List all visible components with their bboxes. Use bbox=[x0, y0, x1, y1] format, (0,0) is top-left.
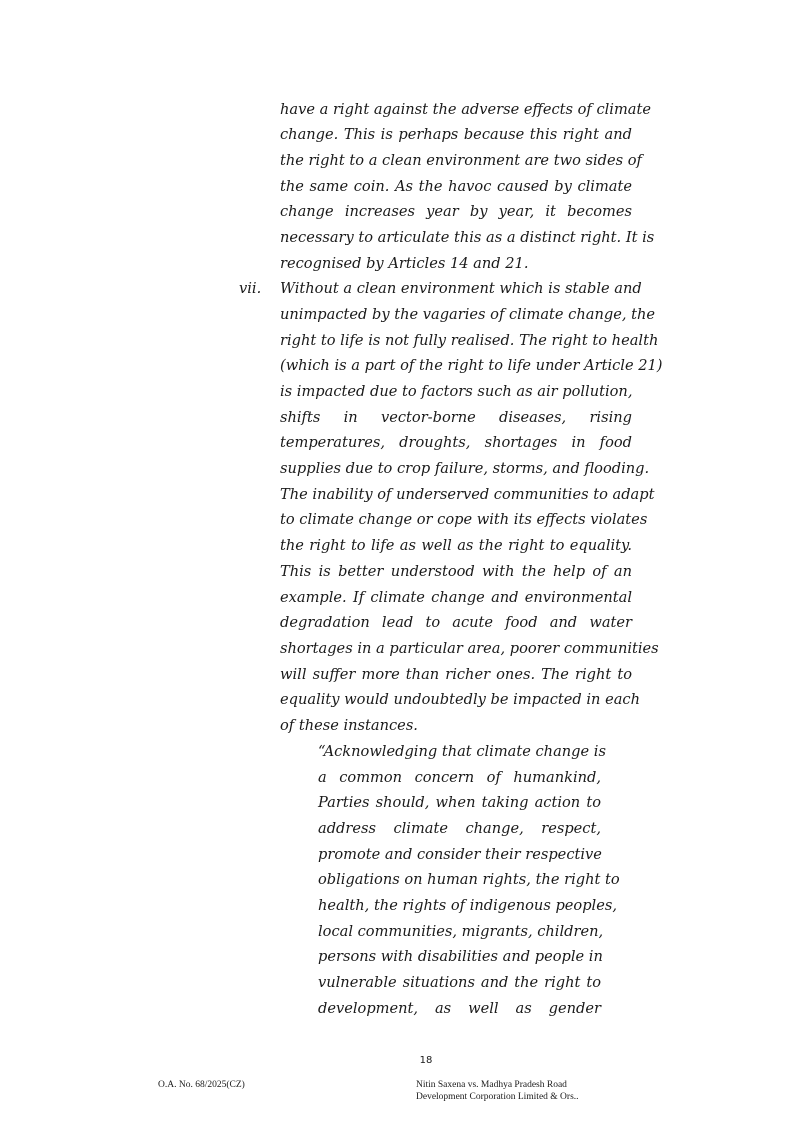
quote-line: vulnerable situations and the right to bbox=[318, 974, 601, 991]
text-line: unimpacted by the vagaries of climate change, the bbox=[280, 306, 656, 323]
footer-case-number: O.A. No. 68/2025(CZ) bbox=[158, 1080, 245, 1090]
text-line: of these instances. bbox=[280, 717, 418, 734]
text-line: (which is a part of the right to life under Article 21) bbox=[280, 357, 663, 374]
footer-case-title-line: Development Corporation Limited & Ors.. bbox=[416, 1092, 579, 1102]
text-line: right to life is not fully realised. The right to health bbox=[280, 332, 659, 349]
text-line: This is better understood with the help of an bbox=[280, 563, 632, 580]
text-line: necessary to articulate this as a distinct right. It is bbox=[280, 229, 655, 246]
text-line: degradation lead to acute food and water bbox=[280, 614, 632, 631]
text-line: temperatures, droughts, shortages in food bbox=[280, 434, 632, 451]
text-line: change increases year by year, it becomes bbox=[280, 203, 632, 220]
quote-line: local communities, migrants, children, bbox=[318, 923, 604, 940]
text-line: will suffer more than richer ones. The right to bbox=[280, 666, 632, 683]
quote-line: a common concern of humankind, bbox=[318, 769, 601, 786]
quote-line: address climate change, respect, bbox=[318, 820, 601, 837]
text-line: is impacted due to factors such as air pollution, bbox=[280, 383, 633, 400]
footer-case-title bbox=[416, 1079, 579, 1103]
text-line: have a right against the adverse effects of climate bbox=[280, 101, 652, 118]
text-line: recognised by Articles 14 and 21. bbox=[280, 255, 529, 272]
text-line: to climate change or cope with its effects violates bbox=[280, 511, 648, 528]
text-line: shifts in vector-borne diseases, rising bbox=[280, 409, 632, 426]
quote-line: promote and consider their respective bbox=[318, 846, 602, 863]
text-line: the right to life as well as the right to equality. bbox=[280, 537, 632, 554]
text-line: the same coin. As the havoc caused by climate bbox=[280, 178, 632, 195]
page-number: 18 bbox=[419, 1055, 433, 1066]
quote-line: development, as well as gender bbox=[318, 1000, 601, 1017]
text-line: shortages in a particular area, poorer communities bbox=[280, 640, 659, 657]
quote-line: Parties should, when taking action to bbox=[318, 794, 601, 811]
quote-line: persons with disabilities and people in bbox=[318, 948, 603, 965]
quote-line: health, the rights of indigenous peoples, bbox=[318, 897, 617, 914]
text-line: supplies due to crop failure, storms, and flooding. bbox=[280, 460, 650, 477]
quote-line: obligations on human rights, the right to bbox=[318, 871, 620, 888]
text-line: equality would undoubtedly be impacted in each bbox=[280, 691, 640, 708]
quote-line: “Acknowledging that climate change is bbox=[318, 743, 606, 760]
text-line: example. If climate change and environmental bbox=[280, 589, 632, 606]
text-line: the right to a clean environment are two sides of bbox=[280, 152, 642, 169]
paragraph-numeral: vii. bbox=[239, 280, 262, 297]
text-line: Without a clean environment which is stable and bbox=[280, 280, 642, 297]
text-line: change. This is perhaps because this right and bbox=[280, 126, 632, 143]
text-line: The inability of underserved communities to adapt bbox=[280, 486, 655, 503]
footer-case-title-line: Nitin Saxena vs. Madhya Pradesh Road bbox=[416, 1080, 567, 1090]
